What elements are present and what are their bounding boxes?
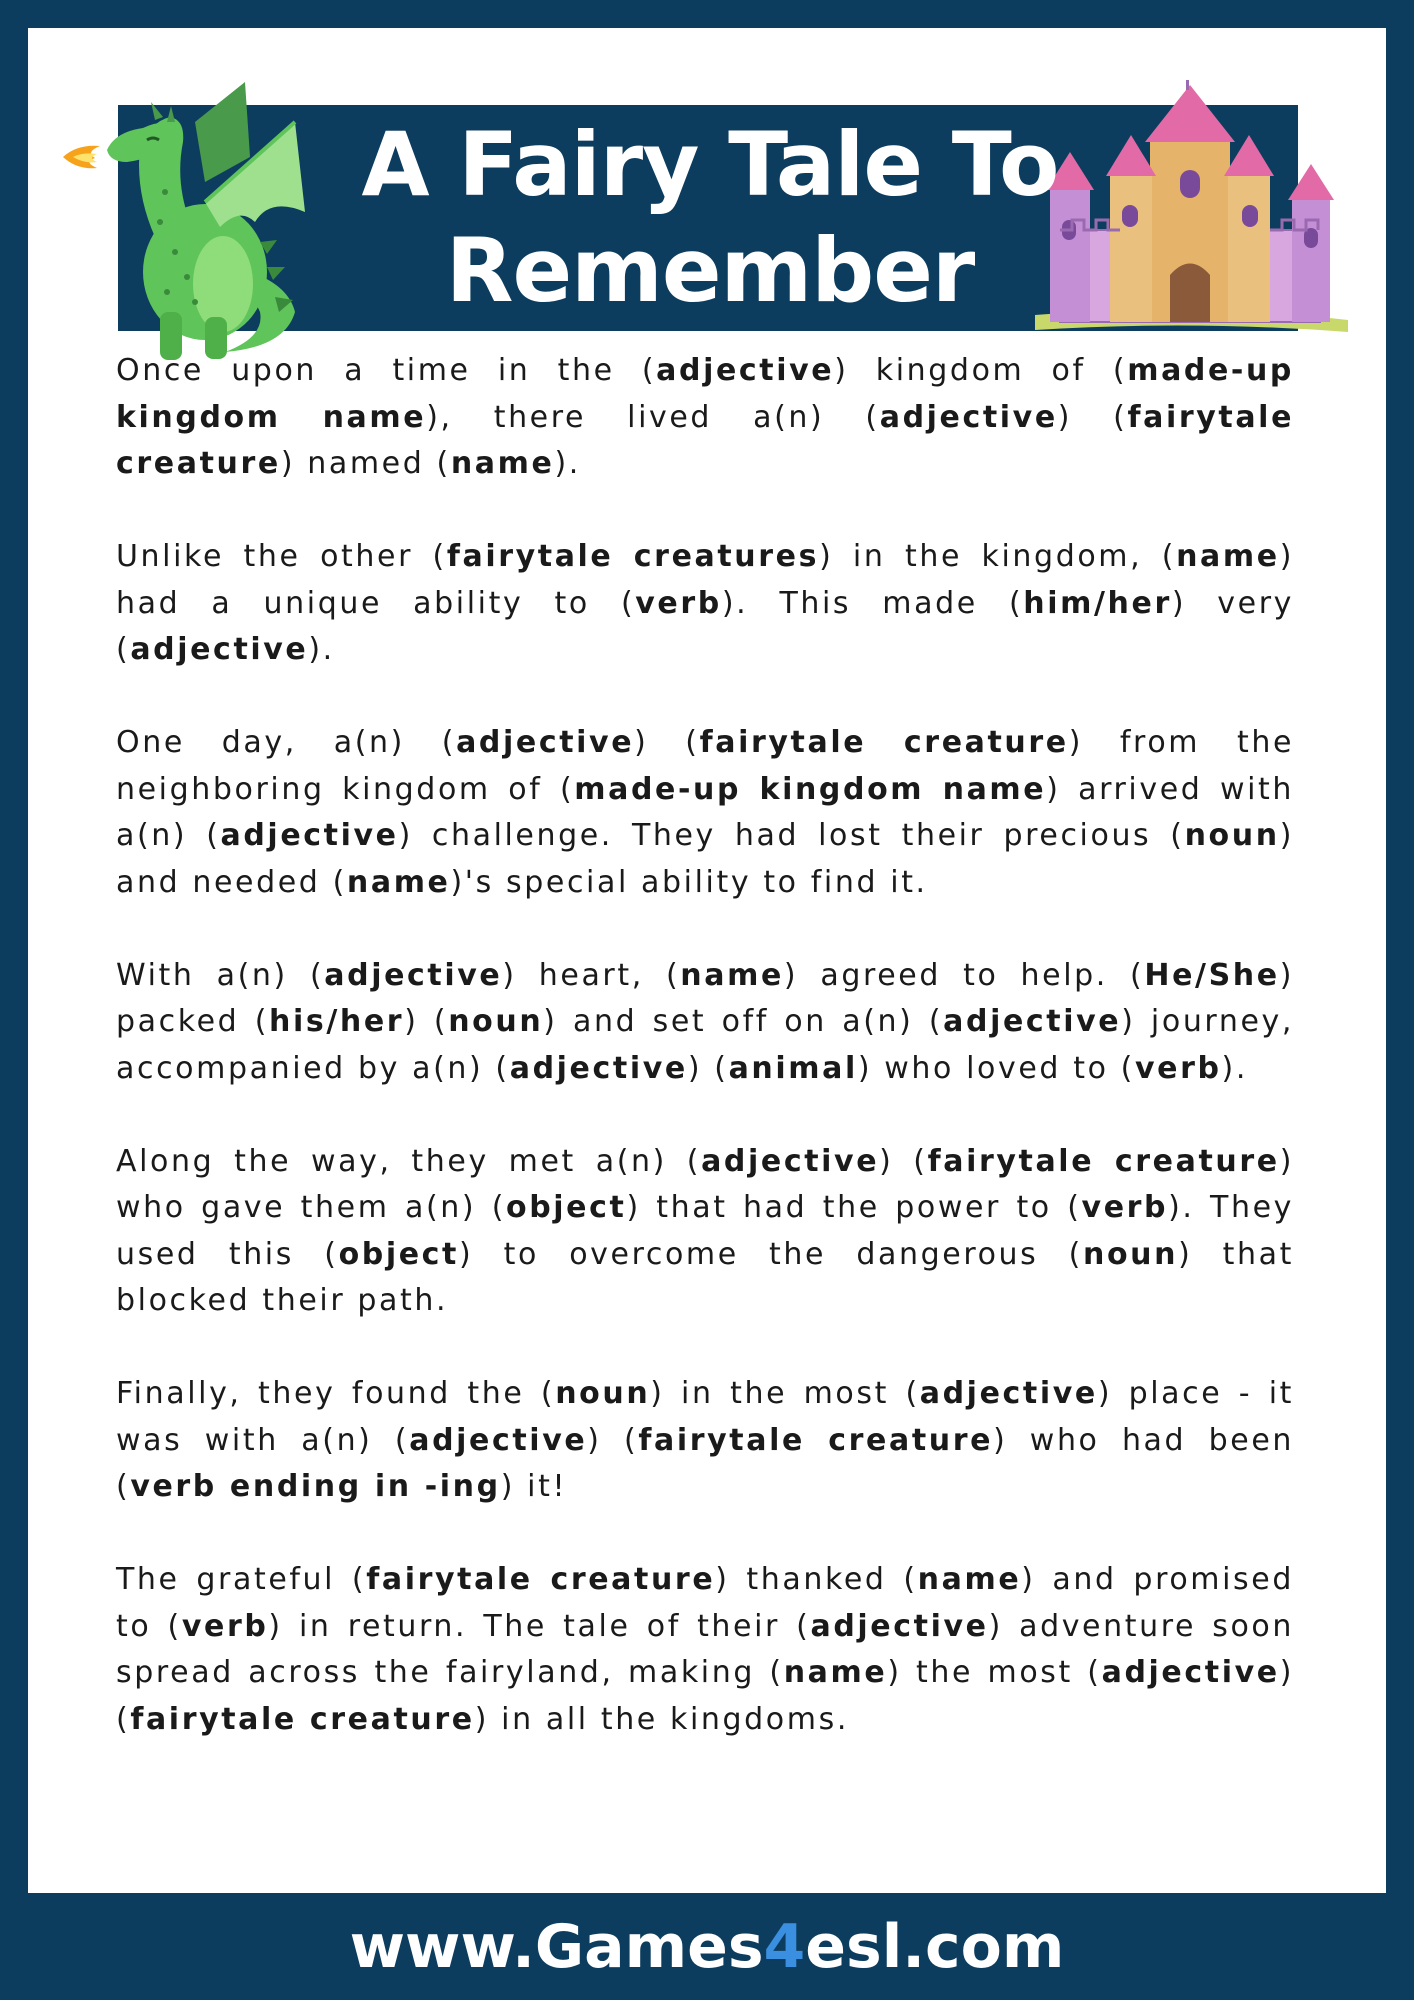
story-text-run: With a(n) (	[116, 957, 325, 993]
blank-prompt: adjective	[220, 818, 399, 853]
story-text-run: ) adventure soon spread across the fairyland, making (	[116, 1608, 1295, 1690]
blank-prompt: fairytale creature	[927, 1143, 1280, 1179]
title-line-2: Remember	[445, 219, 975, 322]
story-text-run: ) and set off on a(n) (	[543, 1004, 944, 1039]
story-text-run: ) the most (	[887, 1655, 1102, 1690]
footer-website[interactable]	[0, 1893, 1414, 2000]
story-text-run: ) (	[587, 1422, 639, 1458]
story-text-run: ) place - it was with a(n) (	[116, 1376, 1294, 1458]
blank-prompt: fairytale creature	[366, 1562, 716, 1597]
blank-prompt: his/her	[269, 1004, 405, 1039]
story-text-run: ), there lived a(n) (	[426, 399, 880, 435]
blank-prompt: adjective	[130, 632, 309, 667]
story-paragraph	[116, 1371, 1294, 1511]
story-text-run: ) named (	[280, 446, 451, 481]
blank-prompt: animal	[728, 1050, 858, 1086]
story-text-run: ) (	[1057, 399, 1128, 435]
blank-prompt: made-up kingdom name	[574, 771, 1047, 807]
story-text-run: Along the way, they met a(n) (	[116, 1143, 702, 1179]
story-text-run: ) in the most (	[650, 1376, 920, 1411]
story-paragraph	[116, 720, 1294, 906]
story-text-run: ) who gave them a(n) (	[116, 1143, 1295, 1225]
story-text-run: ).	[554, 446, 581, 481]
blank-prompt: adjective	[943, 1004, 1122, 1039]
blank-prompt: name	[917, 1562, 1022, 1597]
story-text-run: ) from the neighboring kingdom of (	[116, 725, 1294, 807]
story-text-run: ) challenge. They had lost their precious (	[398, 818, 1185, 853]
blank-prompt: adjective	[509, 1050, 688, 1086]
story-text-run: ) (	[687, 1050, 729, 1086]
blank-prompt: name	[783, 1655, 888, 1690]
story-text-run: ) who had been (	[116, 1422, 1294, 1504]
blank-prompt: adjective	[656, 353, 835, 388]
blank-prompt: fairytale creature	[699, 725, 1069, 760]
story-text-run: ) agreed to help. (	[783, 957, 1145, 993]
page-title	[330, 112, 1090, 324]
blank-prompt: fairytale creatures	[446, 539, 820, 574]
story-text-run: ) journey, accompanied by a(n) (	[116, 1004, 1294, 1086]
story-text-run: ) very (	[116, 585, 1295, 667]
story-text-run: ) and promised to (	[116, 1562, 1294, 1644]
story-text-run: ) in return. The tale of their (	[268, 1608, 811, 1644]
story-text-run: ) and needed (	[116, 818, 1294, 900]
footer-url-prefix: www.Games	[349, 1911, 764, 1982]
footer-url-four: 4	[763, 1911, 806, 1982]
blank-prompt: object	[338, 1236, 460, 1272]
story-text-run: ) thanked (	[715, 1562, 918, 1597]
footer-url-suffix: esl.com	[805, 1911, 1065, 1982]
blank-prompt: name	[346, 864, 451, 900]
story-text-run: ) (	[116, 1655, 1294, 1737]
story-text-run: The grateful (	[116, 1562, 367, 1597]
blank-prompt: verb ending in -ing	[130, 1469, 501, 1504]
story-text-run: ) had a unique ability to (	[116, 539, 1294, 621]
blank-prompt: name	[680, 957, 784, 993]
blank-prompt: adjective	[409, 1422, 588, 1458]
story-text-run: ) who loved to (	[857, 1050, 1135, 1086]
story-text-run: ) that blocked their path.	[116, 1236, 1294, 1318]
story-text-run: ) kingdom of (	[834, 353, 1128, 388]
blank-prompt: noun	[1184, 818, 1280, 853]
story-text-run: ) (	[634, 725, 700, 760]
story-text-run: Finally, they found the (	[116, 1376, 556, 1411]
story-text-run: ) it!	[500, 1469, 568, 1504]
blank-prompt: noun	[448, 1004, 544, 1039]
story-text-run: One day, a(n) (	[116, 725, 457, 760]
blank-prompt: him/her	[1023, 585, 1172, 621]
blank-prompt: object	[506, 1190, 627, 1225]
blank-prompt: noun	[555, 1376, 651, 1411]
story-text-run: ). This made (	[721, 585, 1024, 621]
dragon-icon	[55, 62, 325, 362]
title-line-1: A Fairy Tale To	[361, 113, 1059, 216]
blank-prompt: adjective	[810, 1608, 989, 1644]
story-text-run: ) that had the power to (	[626, 1190, 1082, 1225]
story-text-run: ) in the kingdom, (	[819, 539, 1177, 574]
story-text-run: Unlike the other (	[116, 539, 447, 574]
blank-prompt: name	[1176, 539, 1280, 574]
blank-prompt: made-up kingdom name	[116, 353, 1295, 435]
story-text-run: ) arrived with a(n) (	[116, 771, 1295, 853]
story-paragraph	[116, 1139, 1294, 1325]
blank-prompt: fairytale creature	[638, 1422, 994, 1458]
story-paragraph	[116, 534, 1294, 674]
story-text-run: ) heart, (	[502, 957, 681, 993]
blank-prompt: adjective	[879, 399, 1058, 435]
story-text-run: ) in all the kingdoms.	[474, 1701, 849, 1737]
blank-prompt: adjective	[456, 725, 635, 760]
story-paragraph	[116, 348, 1294, 488]
blank-prompt: verb	[181, 1608, 269, 1644]
blank-prompt: adjective	[324, 957, 503, 993]
story-text-run: )'s special ability to find it.	[450, 864, 928, 900]
story-text-run: ). They used this (	[116, 1190, 1294, 1272]
story-paragraph	[116, 953, 1294, 1093]
blank-prompt: noun	[1082, 1236, 1179, 1272]
blank-prompt: verb	[635, 585, 722, 621]
blank-prompt: adjective	[919, 1376, 1098, 1411]
story-text-run: ) (	[879, 1143, 928, 1179]
story-text-run: ) packed (	[116, 957, 1295, 1039]
blank-prompt: adjective	[701, 1143, 880, 1179]
story-paragraph	[116, 1557, 1294, 1743]
blank-prompt: verb	[1134, 1050, 1222, 1086]
blank-prompt: name	[450, 446, 555, 481]
blank-prompt: adjective	[1101, 1655, 1280, 1690]
story-text-run: ).	[308, 632, 335, 667]
story-text	[116, 348, 1294, 1743]
story-text-run: ).	[1221, 1050, 1248, 1086]
story-text-run: ) to overcome the dangerous (	[459, 1236, 1083, 1272]
story-text-run: Once upon a time in the (	[116, 353, 657, 388]
blank-prompt: He/She	[1144, 957, 1280, 993]
story-text-run: ) (	[404, 1004, 449, 1039]
blank-prompt: verb	[1081, 1190, 1169, 1225]
blank-prompt: fairytale creature	[116, 399, 1295, 481]
blank-prompt: fairytale creature	[130, 1701, 475, 1737]
